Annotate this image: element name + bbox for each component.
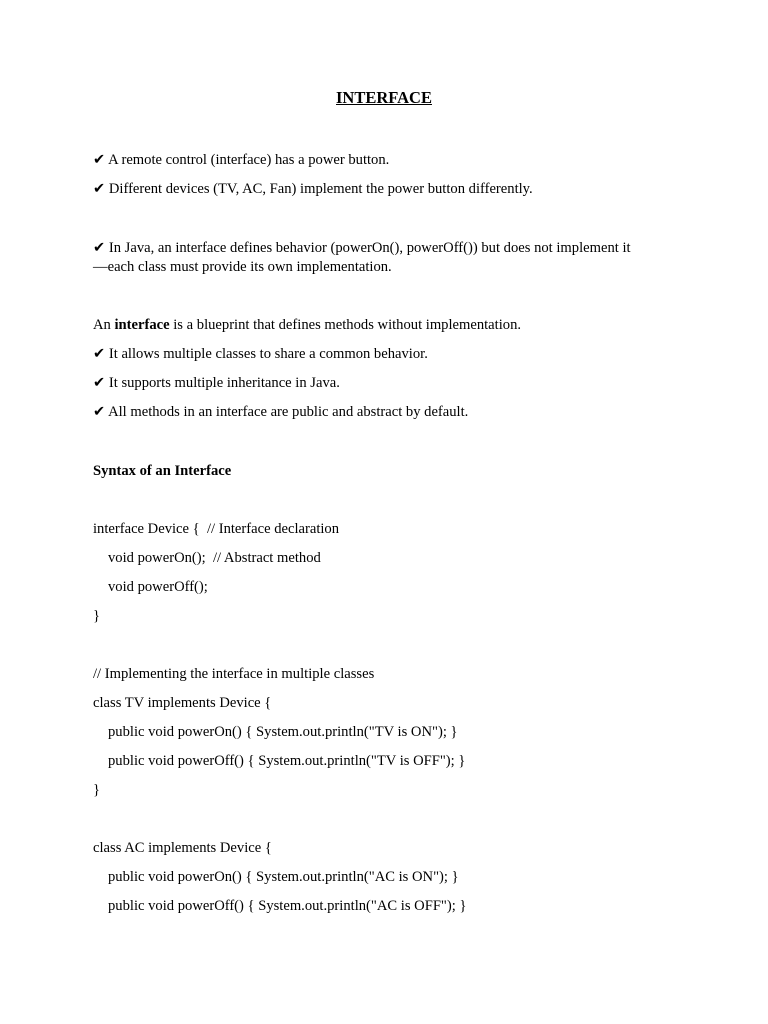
analogy-point-1: ✔ A remote control (interface) has a power button. [93, 152, 390, 168]
code-comment: // Implementing the interface in multiple classes [93, 666, 375, 682]
code-line: } [93, 608, 101, 624]
definition-paragraph [93, 316, 521, 335]
page-title: INTERFACE [336, 88, 432, 107]
code-line: class AC implements Device { [93, 840, 272, 856]
definition-point-3: ✔ All methods in an interface are public and abstract by default. [93, 404, 469, 420]
code-line: public void powerOff() { System.out.println("AC is OFF"); } [108, 898, 467, 914]
analogy-point-2: ✔ Different devices (TV, AC, Fan) implement the power button differently. [93, 181, 533, 197]
java-point-line-1: ✔ In Java, an interface defines behavior (powerOn(), powerOff()) but does not implement it [93, 240, 631, 256]
code-line: class TV implements Device { [93, 695, 272, 711]
definition-suffix: is a blueprint that defines methods without implementation. [169, 317, 522, 333]
code-line: public void powerOn() { System.out.println("TV is ON"); } [108, 724, 458, 740]
code-line: } [93, 782, 101, 798]
definition-prefix: An [93, 317, 115, 333]
definition-point-1: ✔ It allows multiple classes to share a common behavior. [93, 346, 428, 362]
code-line: public void powerOn() { System.out.println("AC is ON"); } [108, 869, 459, 885]
definition-point-2: ✔ It supports multiple inheritance in Java. [93, 375, 340, 391]
syntax-heading: Syntax of an Interface [93, 463, 232, 479]
definition-term: interface [114, 317, 170, 333]
code-line: public void powerOff() { System.out.println("TV is OFF"); } [108, 753, 466, 769]
code-line: void powerOff(); [108, 579, 208, 595]
code-line: interface Device { // Interface declaration [93, 521, 340, 537]
java-point-line-2: —each class must provide its own implementation. [93, 259, 392, 275]
code-line: void powerOn(); // Abstract method [108, 550, 321, 566]
